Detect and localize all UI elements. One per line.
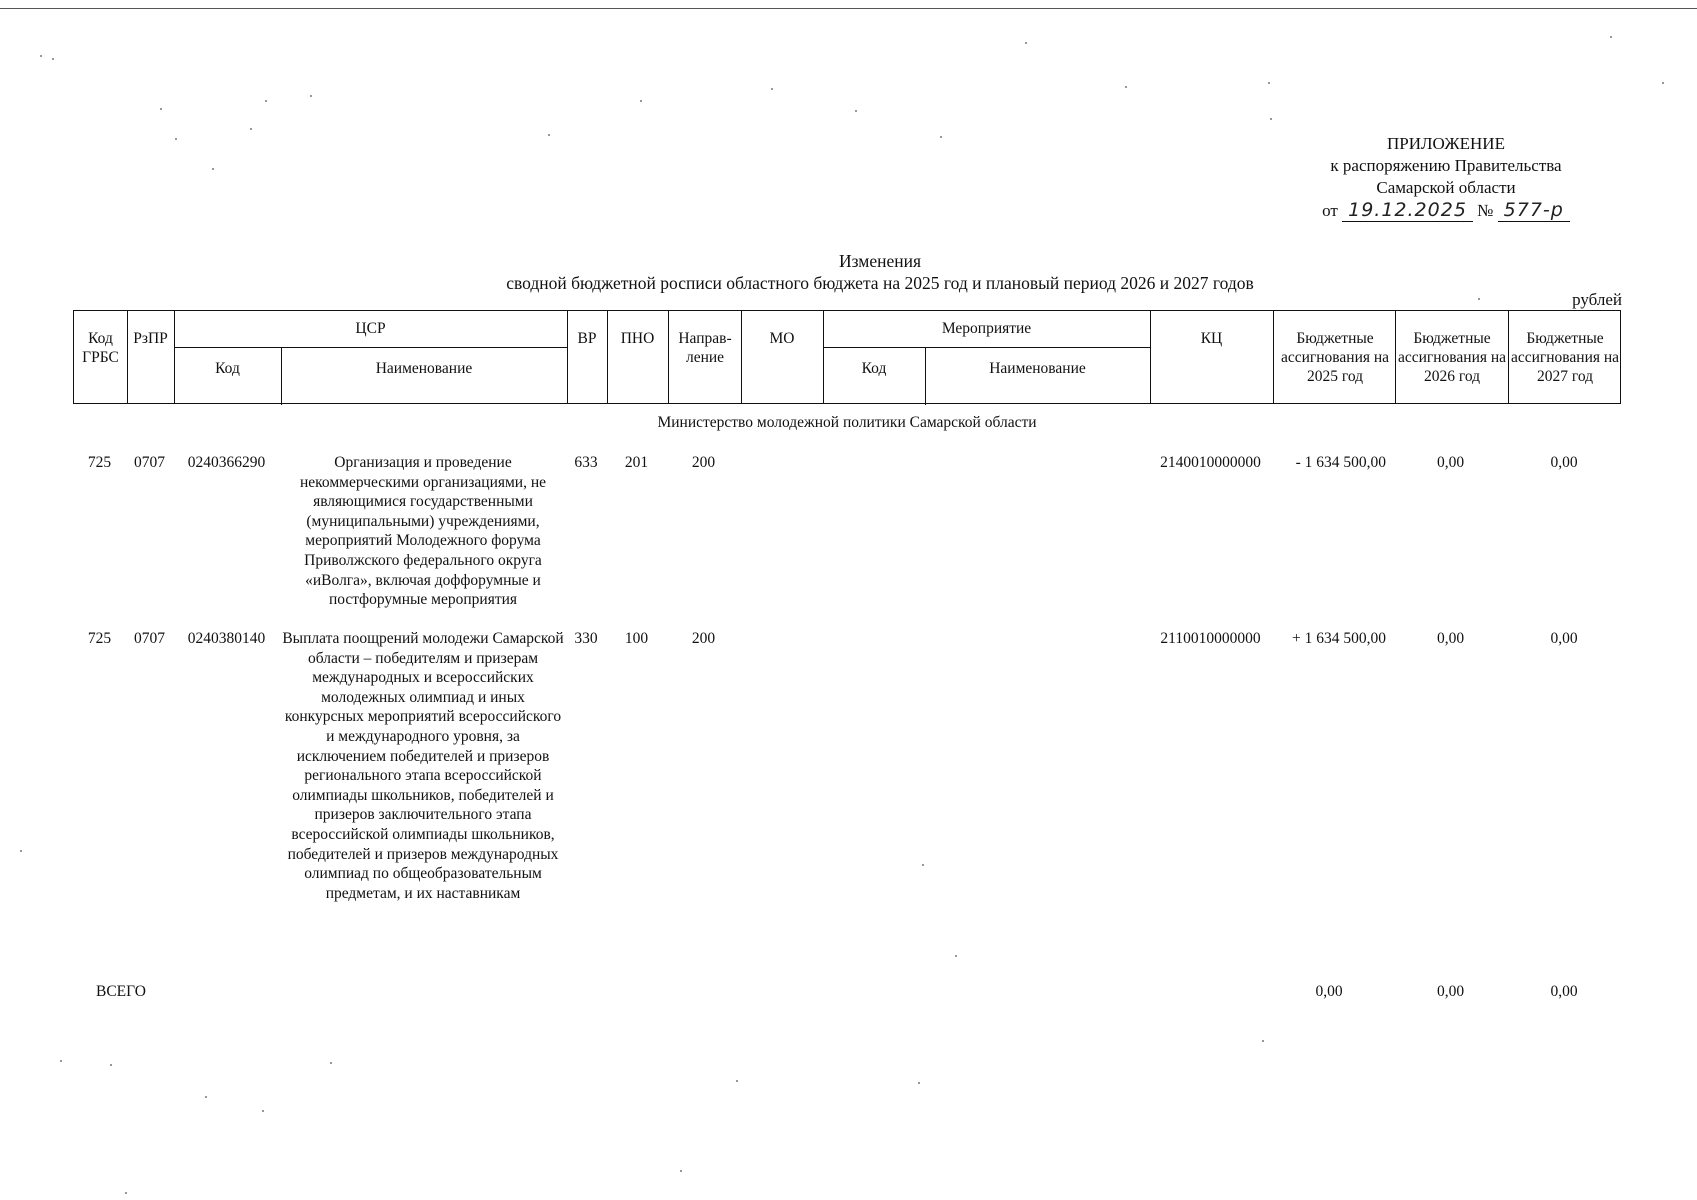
row-kc: 2140010000000 (1160, 454, 1261, 471)
appendix-title: ПРИЛОЖЕНИЕ (1387, 134, 1505, 153)
header-2026: Бюджетные ассигнования на 2026 год (1397, 330, 1507, 385)
date-prefix: от (1322, 201, 1338, 220)
row-csr: 0240366290 (187, 454, 266, 471)
row-kc: 2110010000000 (1160, 630, 1261, 647)
row-2026: 0,00 (1436, 630, 1465, 647)
row-name: Выплата поощрений молодежи Самарской области – победителям и призерам международных и всероссийских молодежных олимпиад и иных конкурсных мероприятий всероссийского и международного уровня, за исключением победителей и призеров регионального этапа всероссийской олимпиады школьников, победителей и призеров заключительного этапа всероссийской олимпиады школьников, победителей и призеров международных олимпиад по общеобразовательным предметам, и их наставникам (282, 630, 564, 902)
document-title-line1: Изменения (838, 251, 922, 271)
header-rzpr: РзПР (133, 330, 168, 347)
header-mer-kod: Код (861, 360, 887, 377)
row-2025: - 1 634 500,00 (1295, 454, 1386, 471)
appendix-signature-line (1322, 199, 1570, 222)
row-csr: 0240380140 (187, 630, 266, 647)
row-2027: 0,00 (1550, 454, 1578, 471)
row-pno: 100 (624, 630, 649, 647)
header-2027: Бюджетные ассигнования на 2027 год (1510, 330, 1620, 385)
handwritten-number: 577-р (1498, 199, 1570, 222)
row-pno: 201 (624, 454, 649, 471)
header-kc: КЦ (1200, 330, 1223, 347)
number-prefix: № (1477, 201, 1494, 220)
header-napr: Направ-ление (678, 330, 732, 366)
row-napr: 200 (691, 454, 716, 471)
header-csr-name: Наименование (375, 360, 473, 377)
row-rzpr: 0707 (134, 454, 165, 471)
row-name: Организация и проведение некоммерческими организациями, не являющимися государственными (муниципальными) учреждениями, мероприятий Молодежного форума Приволжского федерального округа «иВолга», включая доффорумные и постфорумные мероприятия (299, 454, 547, 609)
row-napr: 200 (691, 630, 716, 647)
row-2026: 0,00 (1436, 454, 1465, 471)
total-2025: 0,00 (1315, 983, 1343, 1000)
row-rzpr: 0707 (134, 630, 165, 647)
row-vr: 330 (574, 630, 598, 647)
header-csr: ЦСР (355, 320, 386, 337)
header-mer-name: Наименование (989, 360, 1086, 377)
ministry-section-title: Министерство молодежной политики Самарской области (657, 414, 1037, 431)
total-label: ВСЕГО (96, 983, 146, 1000)
header-mo: МО (769, 330, 795, 347)
row-grbs: 725 (87, 454, 112, 471)
document-title-line2: сводной бюджетной росписи областного бюджета на 2025 год и плановый период 2026 и 2027 годов (506, 273, 1254, 293)
header-vr: ВР (577, 330, 597, 347)
header-csr-kod: Код (215, 360, 240, 377)
total-2026: 0,00 (1436, 983, 1465, 1000)
total-2027: 0,00 (1550, 983, 1578, 1000)
units-label: рублей (1572, 290, 1622, 309)
appendix-line2: Самарской области (1376, 178, 1516, 197)
appendix-line1: к распоряжению Правительства (1330, 156, 1562, 175)
header-meropriyatie: Мероприятие (941, 320, 1032, 337)
handwritten-date: 19.12.2025 (1342, 199, 1473, 222)
row-grbs: 725 (87, 630, 112, 647)
header-2025: Бюджетные ассигнования на 2025 год (1280, 330, 1390, 385)
appendix-block (1296, 133, 1596, 222)
header-pno: ПНО (620, 330, 655, 347)
top-edge-line (0, 8, 1697, 9)
row-vr: 633 (574, 454, 598, 471)
table-header (73, 310, 1621, 404)
row-2027: 0,00 (1550, 630, 1578, 647)
header-kod-grbs: Код ГРБС (82, 330, 119, 366)
row-2025: + 1 634 500,00 (1292, 630, 1386, 647)
